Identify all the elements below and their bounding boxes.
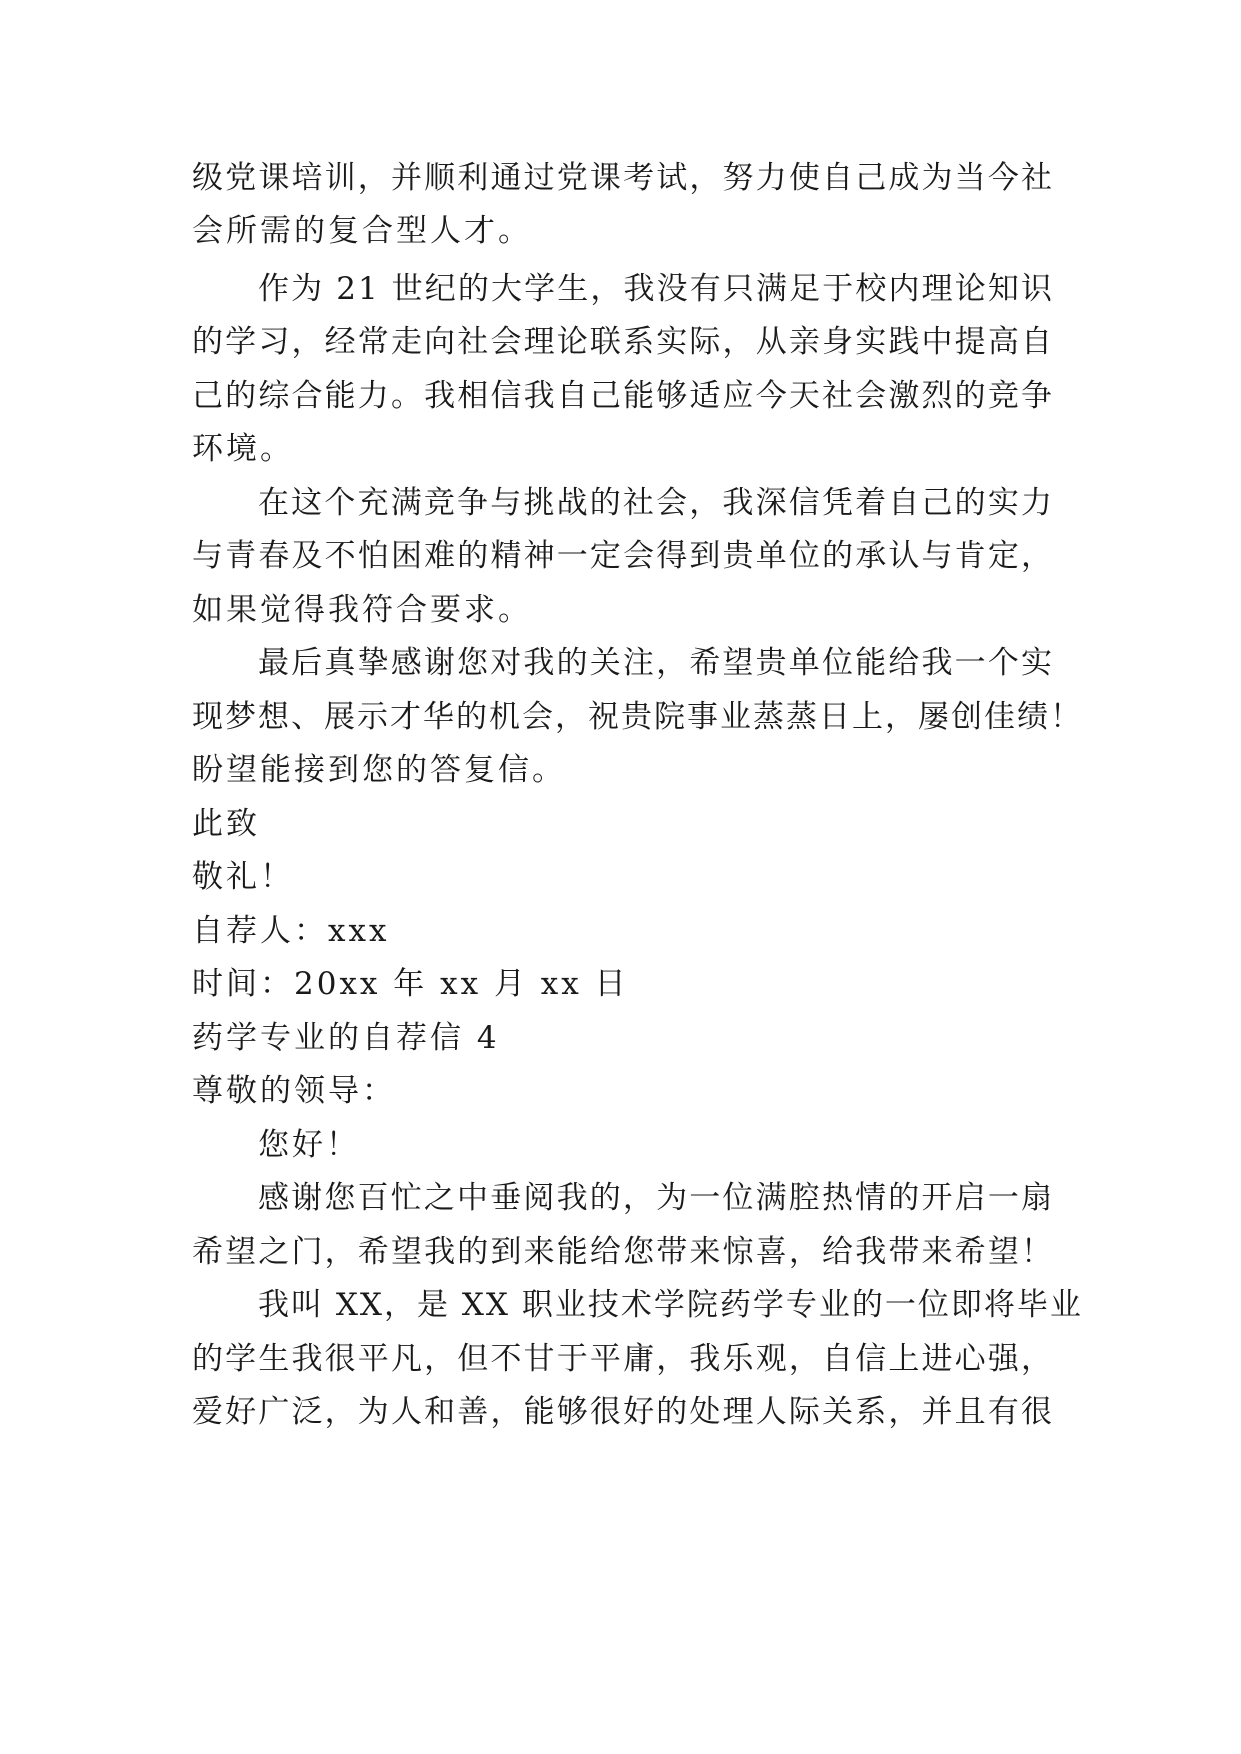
greeting-line: 尊敬的领导：	[192, 1073, 396, 1109]
section-title: 药学专业的自荐信 4	[192, 1020, 500, 1056]
text-line: 的学习，经常走向社会理论联系实际，从亲身实践中提高自	[192, 324, 1054, 360]
text-line: 会所需的复合型人才。	[192, 213, 532, 249]
paragraph-first-line: 在这个充满竞争与挑战的社会，我深信凭着自己的实力	[258, 485, 1054, 521]
date-line: 时间：20xx 年 xx 月 xx 日	[192, 966, 629, 1002]
paragraph-first-line: 我叫 XX，是 XX 职业技术学院药学专业的一位即将毕业	[258, 1287, 1083, 1323]
text-line: 现梦想、展示才华的机会，祝贵院事业蒸蒸日上，屡创佳绩！	[192, 699, 1083, 735]
text-line: 爱好广泛，为人和善，能够很好的处理人际关系，并且有很	[192, 1394, 1054, 1430]
greeting-line: 您好！	[258, 1127, 360, 1163]
signature-line: 自荐人：xxx	[192, 913, 390, 949]
paragraph-first-line: 作为 21 世纪的大学生，我没有只满足于校内理论知识	[258, 271, 1054, 307]
text-line: 如果觉得我符合要求。	[192, 592, 532, 628]
text-line: 与青春及不怕困难的精神一定会得到贵单位的承认与肯定，	[192, 538, 1054, 574]
closing-line: 此致	[192, 806, 260, 842]
text-line: 己的综合能力。我相信我自己能够适应今天社会激烈的竞争	[192, 378, 1054, 414]
text-line: 级党课培训，并顺利通过党课考试，努力使自己成为当今社	[192, 160, 1054, 196]
paragraph-first-line: 感谢您百忙之中垂阅我的，为一位满腔热情的开启一扇	[258, 1180, 1054, 1216]
text-line: 希望之门，希望我的到来能给您带来惊喜，给我带来希望！	[192, 1234, 1054, 1270]
text-line: 的学生我很平凡，但不甘于平庸，我乐观，自信上进心强，	[192, 1341, 1054, 1377]
paragraph-first-line: 最后真挚感谢您对我的关注，希望贵单位能给我一个实	[258, 645, 1054, 681]
text-line: 环境。	[192, 431, 294, 467]
salutation-line: 敬礼！	[192, 859, 294, 895]
text-line: 盼望能接到您的答复信。	[192, 752, 566, 788]
